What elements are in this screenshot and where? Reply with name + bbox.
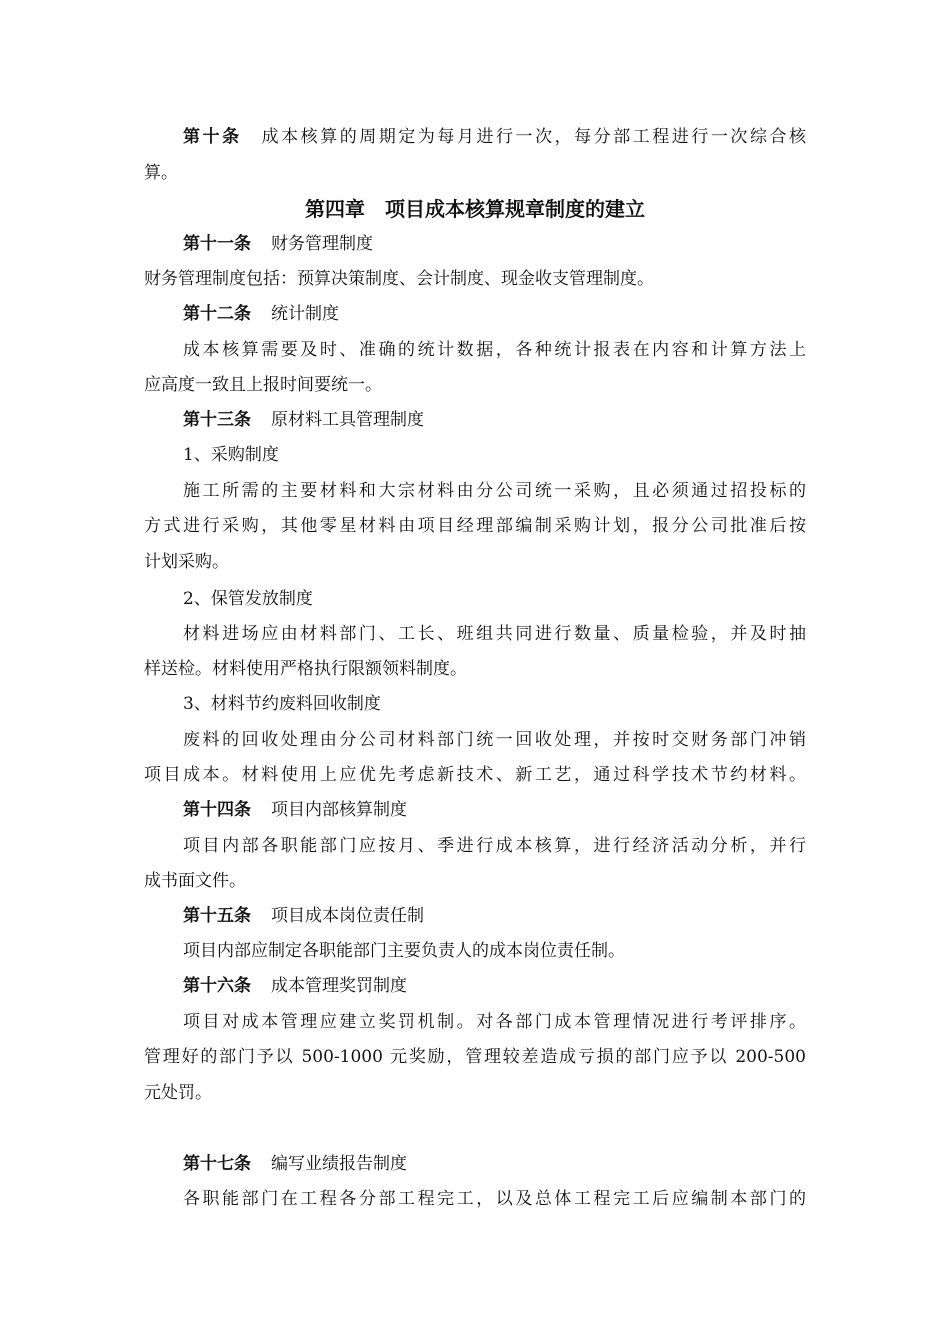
article-17-line-1: 各职能部门在工程各分部工程完工，以及总体工程完工后应编制本部门的 [183,1189,806,1209]
article-14-heading [183,798,407,822]
article-10-line-1 [183,125,806,149]
article-16-line-1: 项目对成本管理应建立奖罚机制。对各部门成本管理情况进行考评排序。 [183,1012,806,1032]
chapter-heading: 第四章 项目成本核算规章制度的建立 [305,197,645,221]
article-14-title: 项目内部核算制度 [271,800,407,820]
sub-1-heading: 1、采购制度 [183,445,279,465]
article-13-title: 原材料工具管理制度 [271,410,424,430]
article-11-number: 第十一条 [183,234,251,254]
article-11-title: 财务管理制度 [271,234,373,254]
article-17-heading [183,1152,407,1176]
sub-1-line-2: 方式进行采购，其他零星材料由项目经理部编制采购计划，报分公司批准后按 [144,516,806,536]
sub-2-line-2: 样送检。材料使用严格执行限额领料制度。 [144,659,467,679]
sub-3-line-2: 项目成本。材料使用上应优先考虑新技术、新工艺，通过科学技术节约材料。 [144,765,806,785]
article-12-heading [183,302,339,326]
article-16-number: 第十六条 [183,976,251,996]
sub-2-line-1: 材料进场应由材料部门、工长、班组共同进行数量、质量检验，并及时抽 [183,624,806,644]
article-10-line-2: 算。 [144,163,178,183]
article-17-title: 编写业绩报告制度 [271,1154,407,1174]
article-14-line-2: 成书面文件。 [144,871,246,891]
article-15-title: 项目成本岗位责任制 [271,906,424,926]
article-15-heading [183,904,424,928]
article-12-line-2: 应高度一致且上报时间要统一。 [144,375,382,395]
article-12-title: 统计制度 [271,304,339,324]
article-15-number: 第十五条 [183,906,251,926]
article-17-number: 第十七条 [183,1154,251,1174]
article-16-heading [183,974,407,998]
article-11-body: 财务管理制度包括：预算决策制度、会计制度、现金收支管理制度。 [144,269,654,289]
article-10-number: 第十条 [183,127,242,147]
article-16-line-3: 元处罚。 [144,1083,212,1103]
article-15-body: 项目内部应制定各职能部门主要负责人的成本岗位责任制。 [183,941,625,961]
article-14-number: 第十四条 [183,800,251,820]
article-11-heading [183,232,373,256]
sub-1-line-3: 计划采购。 [144,552,229,572]
article-16-line-2: 管理好的部门予以 500-1000 元奖励，管理较差造成亏损的部门应予以 200-500 [144,1047,806,1067]
article-13-heading [183,408,424,432]
article-13-number: 第十三条 [183,410,251,430]
sub-3-line-1: 废料的回收处理由分公司材料部门统一回收处理，并按时交财务部门冲销 [183,730,806,750]
article-12-line-1: 成本核算需要及时、准确的统计数据，各种统计报表在内容和计算方法上 [183,340,806,360]
sub-2-heading: 2、保管发放制度 [183,589,313,609]
sub-1-line-1: 施工所需的主要材料和大宗材料由分公司统一采购，且必须通过招投标的 [183,481,806,501]
article-10-text: 成本核算的周期定为每月进行一次，每分部工程进行一次综合核 [261,127,807,147]
article-16-title: 成本管理奖罚制度 [271,976,407,996]
article-12-number: 第十二条 [183,304,251,324]
article-14-line-1: 项目内部各职能部门应按月、季进行成本核算，进行经济活动分析，并行 [183,836,806,856]
sub-3-heading: 3、材料节约废料回收制度 [183,694,381,714]
